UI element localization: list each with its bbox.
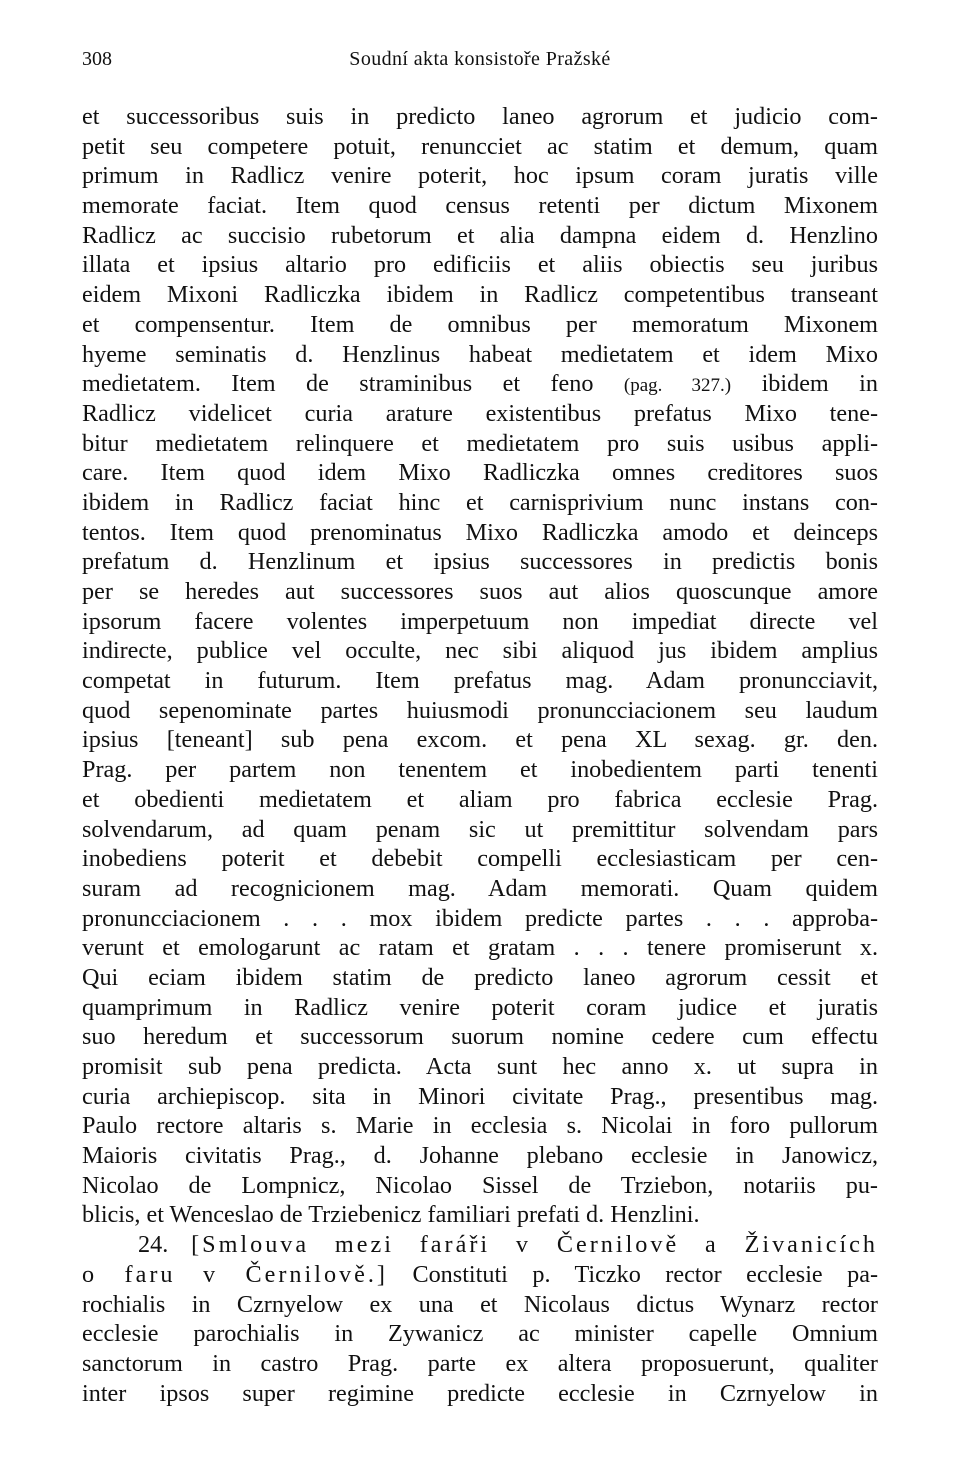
text-line: ipsius [teneant] sub pena excom. et pena XL sexag. gr. den. <box>82 726 878 754</box>
body-text <box>82 102 878 1408</box>
text-line: quamprimum in Radlicz venire poterit coram judice et juratis <box>82 993 878 1021</box>
text-line: pronuncciacionem . . . mox ibidem predicte partes . . . approba- <box>82 904 878 932</box>
text-line: ecclesie parochialis in Zywanicz ac minister capelle Omnium <box>82 1320 878 1348</box>
text-line: Paulo rectore altaris s. Marie in ecclesia s. Nicolai in foro pullorum <box>82 1112 878 1140</box>
page-reference: (pag. 327.) <box>623 375 732 397</box>
text-segment: Constituti p. Ticzko rector ecclesie pa- <box>388 1260 878 1288</box>
text-line: verunt et emologarunt ac ratam et gratam . . . tenere promiserunt x. <box>82 934 878 962</box>
text-line: rochialis in Czrnyelow ex una et Nicolaus dictus Wynarz rector <box>82 1290 878 1318</box>
text-line: ipsorum facere volentes imperpetuum non impediat directe vel <box>82 607 878 635</box>
text-line: Maioris civitatis Prag., d. Johanne plebano ecclesie in Janowicz, <box>82 1142 878 1170</box>
text-line: Radlicz videlicet curia arature existentibus prefatus Mixo tene- <box>82 399 878 427</box>
text-line: per se heredes aut successores suos aut alios quoscunque amore <box>82 578 878 605</box>
text-line: quod sepenominate partes huiusmodi pronuncciacionem seu laudum <box>82 696 878 724</box>
text-line: primum in Radlicz venire poterit, hoc ipsum coram juratis ville <box>82 162 878 190</box>
text-line: memorate faciat. Item quod census retenti per dictum Mixonem <box>82 192 878 220</box>
text-line: inter ipsos super regimine predicte ecclesie in Czrnyelow in <box>82 1379 878 1407</box>
text-line: Prag. per partem non tenentem et inobedientem parti tenenti <box>82 756 878 784</box>
text-line: et compensentur. Item de omnibus per memoratum Mixonem <box>82 310 878 338</box>
text-line: sanctorum in castro Prag. parte ex altera proposuerunt, qualiter <box>82 1349 878 1377</box>
text-line: promisit sub pena predicta. Acta sunt hec anno x. ut supra in <box>82 1053 878 1080</box>
text-line: tentos. Item quod prenominatus Mixo Radliczka amodo et deinceps <box>82 518 878 546</box>
text-line: inobediens poterit et debebit compelli ecclesiasticam per cen- <box>82 845 878 873</box>
text-line: competat in futurum. Item prefatus mag. Adam pronuncciavit, <box>82 667 878 695</box>
text-line: eidem Mixoni Radliczka ibidem in Radlicz competentibus transeant <box>82 281 878 309</box>
text-line: et obedienti medietatem et aliam pro fabrica ecclesie Prag. <box>82 785 878 813</box>
page-number: 308 <box>82 48 112 70</box>
text-line: Qui eciam ibidem statim de predicto laneo agrorum cessit et <box>82 963 878 991</box>
text-segment: ibidem in <box>731 370 878 398</box>
text-line: prefatum d. Henzlinum et ipsius successores in predictis bonis <box>82 548 878 576</box>
entry-heading-line <box>82 1230 878 1260</box>
text-segment: medietatem. Item de straminibus et feno <box>82 370 624 398</box>
text-line: Nicolao de Lompnicz, Nicolao Sissel de Trziebon, notariis pu- <box>82 1171 878 1199</box>
text-line: indirecte, publice vel occulte, nec sibi aliquod jus ibidem amplius <box>82 637 878 665</box>
text-line: illata et ipsius altario pro edificiis et aliis obiectis seu juribus <box>82 251 878 279</box>
entry-number: 24. <box>138 1231 169 1259</box>
text-line: hyeme seminatis d. Henzlinus habeat medietatem et idem Mixo <box>82 340 878 368</box>
entry-title: [Smlouva mezi faráři v Černilově a Živanicích <box>191 1231 878 1259</box>
text-line: bitur medietatem relinquere et medietatem pro suis usibus appli- <box>82 429 878 457</box>
running-header <box>82 44 878 74</box>
text-line: curia archiepiscop. sita in Minori civitate Prag., presentibus mag. <box>82 1082 878 1110</box>
text-line: suo heredum et successorum suorum nomine cedere cum effectu <box>82 1023 878 1051</box>
text-line: petit seu competere potuit, renuncciet ac statim et demum, quam <box>82 132 878 160</box>
text-line: suram ad recognicionem mag. Adam memorati. Quam quidem <box>82 874 878 902</box>
text-line: solvendarum, ad quam penam sic ut premittitur solvendam pars <box>82 815 878 843</box>
text-line <box>82 369 878 399</box>
text-line: blicis, et Wenceslao de Trziebenicz familiari prefati d. Henzlini. <box>82 1201 700 1229</box>
entry-title-continued: o faru v Černilově.] <box>82 1260 388 1288</box>
text-line: ibidem in Radlicz faciat hinc et carnisprivium nunc instans con- <box>82 488 878 516</box>
text-line: care. Item quod idem Mixo Radliczka omnes creditores suos <box>82 459 878 487</box>
text-line: Radlicz ac succisio rubetorum et alia dampna eidem d. Henzlino <box>82 221 878 249</box>
text-line: et successoribus suis in predicto laneo agrorum et judicio com- <box>82 103 878 130</box>
entry-heading-line <box>82 1260 878 1290</box>
running-title: Soudní akta konsistoře Pražské <box>349 48 611 70</box>
